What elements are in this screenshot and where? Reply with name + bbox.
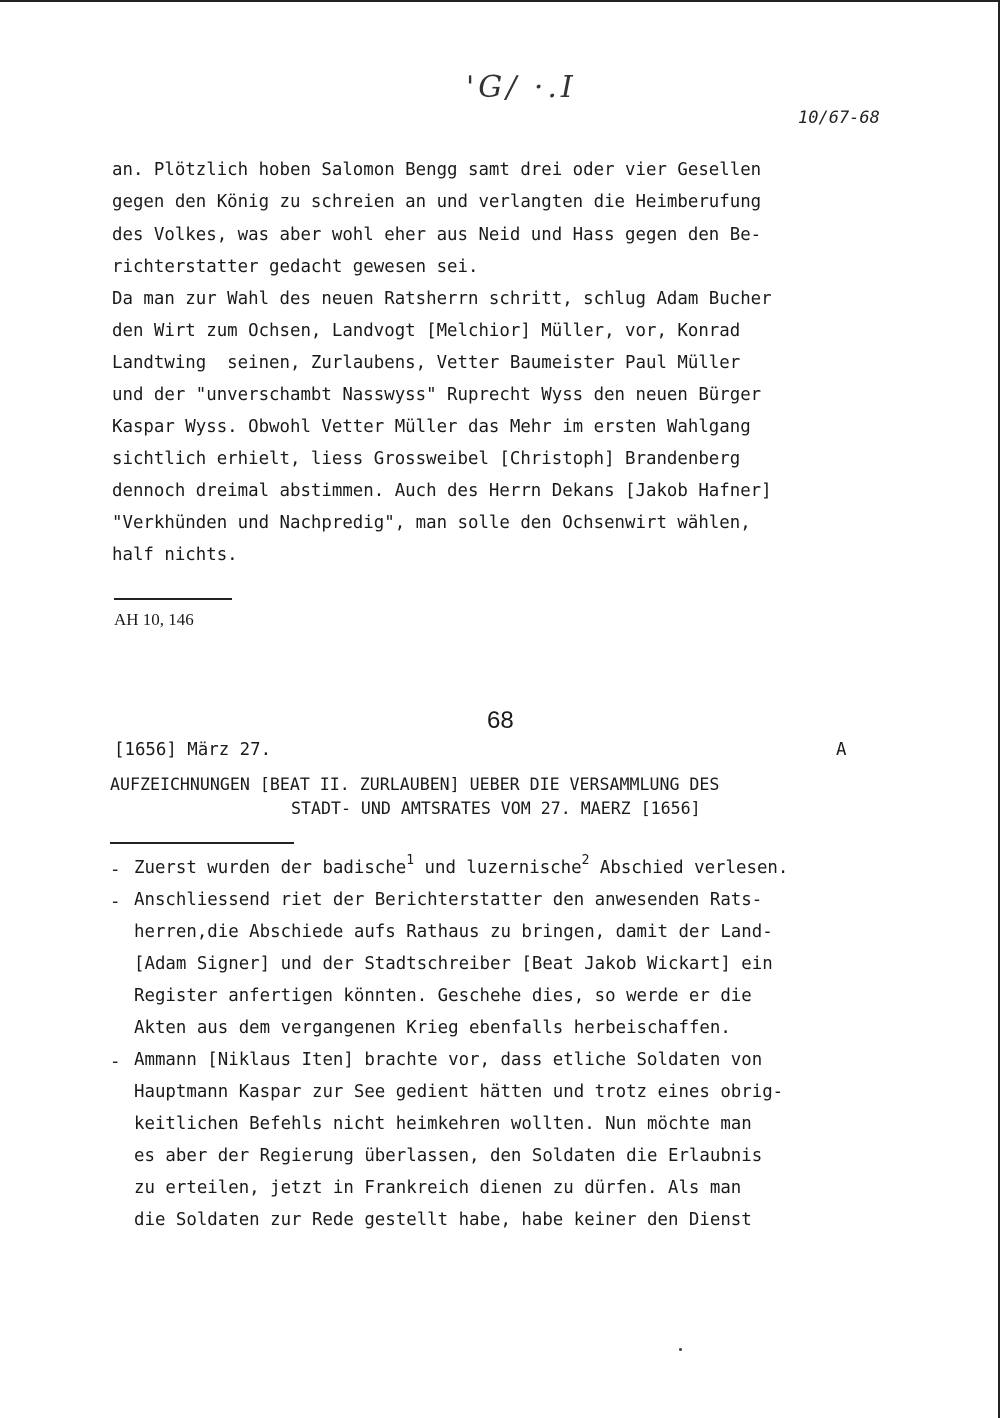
document-letter: A <box>836 740 847 760</box>
text-line: und der "unverschambt Nasswyss" Ruprecht Wyss den neuen Bürger <box>112 385 762 405</box>
scan-border-top <box>0 0 1000 2</box>
bullet-line: es aber der Regierung überlassen, den Soldaten die Erlaubnis <box>134 1146 763 1166</box>
text-line: dennoch dreimal abstimmen. Auch des Herrn Dekans [Jakob Hafner] <box>112 481 772 501</box>
folio-number: 10/67-68 <box>798 108 880 128</box>
text-line: "Verkhünden und Nachpredig", man solle den Ochsenwirt wählen, <box>112 513 751 533</box>
bullet-dash: - <box>110 1052 121 1072</box>
bullet-text-part: und luzernische <box>414 858 582 878</box>
text-line: an. Plötzlich hoben Salomon Bengg samt drei oder vier Gesellen <box>112 160 762 180</box>
text-line: Landtwing seinen, Zurlaubens, Vetter Baumeister Paul Müller <box>112 353 741 373</box>
text-line: den Wirt zum Ochsen, Landvogt [Melchior] Müller, vor, Konrad <box>112 321 741 341</box>
source-reference: AH 10, 146 <box>114 610 194 629</box>
text-line: sichtlich erhielt, liess Grossweibel [Christoph] Brandenberg <box>112 449 741 469</box>
bullet-dash: - <box>110 892 121 912</box>
bullet-line: Ammann [Niklaus Iten] brachte vor, dass etliche Soldaten von <box>134 1050 763 1070</box>
bullet-line: keitlichen Befehls nicht heimkehren wollten. Nun möchte man <box>134 1114 752 1134</box>
bullet-line: Akten aus dem vergangenen Krieg ebenfalls herbeischaffen. <box>134 1018 731 1038</box>
document-heading-line2: STADT- UND AMTSRATES VOM 27. MAERZ [1656] <box>291 799 701 818</box>
document-number: 68 <box>487 707 514 734</box>
document-heading-line1: AUFZEICHNUNGEN [BEAT II. ZURLAUBEN] UEBER DIE VERSAMMLUNG DES <box>110 775 720 794</box>
bullet-text-part: Zuerst wurden der badische <box>134 858 407 878</box>
text-line: Da man zur Wahl des neuen Ratsherrn schritt, schlug Adam Bucher <box>112 289 772 309</box>
bullet-line: zu erteilen, jetzt in Frankreich dienen zu dürfen. Als man <box>134 1178 742 1198</box>
text-line: Kaspar Wyss. Obwohl Vetter Müller das Mehr im ersten Wahlgang <box>112 417 751 437</box>
bullet-text-part: Abschied verlesen. <box>589 858 789 878</box>
bullet-line: Register anfertigen könnten. Geschehe dies, so werde er die <box>134 986 752 1006</box>
text-line: des Volkes, was aber wohl eher aus Neid und Hass gegen den Be- <box>112 225 762 245</box>
text-line: gegen den König zu schreien an und verlangten die Heimberufung <box>112 192 762 212</box>
heading-rule <box>110 842 294 844</box>
footnote-marker: 1 <box>406 853 415 868</box>
text-line: half nichts. <box>112 545 238 565</box>
document-date: [1656] März 27. <box>114 740 272 760</box>
bullet-text <box>134 853 789 878</box>
bullet-dash: - <box>110 860 121 880</box>
footnote-marker: 2 <box>581 853 590 868</box>
handwritten-mark: 'G/ ·.I <box>466 70 577 105</box>
bullet-line: herren,die Abschiede aufs Rathaus zu bringen, damit der Land- <box>134 922 773 942</box>
bullet-line: die Soldaten zur Rede gestellt habe, habe keiner den Dienst <box>134 1210 752 1230</box>
bullet-line: Hauptmann Kaspar zur See gedient hätten und trotz eines obrig- <box>134 1082 784 1102</box>
source-rule <box>114 598 232 600</box>
text-line: richterstatter gedacht gewesen sei. <box>112 257 479 277</box>
bullet-line: Anschliessend riet der Berichterstatter den anwesenden Rats- <box>134 890 763 910</box>
scan-speck <box>679 1348 682 1351</box>
bullet-line: [Adam Signer] und der Stadtschreiber [Beat Jakob Wickart] ein <box>134 954 773 974</box>
